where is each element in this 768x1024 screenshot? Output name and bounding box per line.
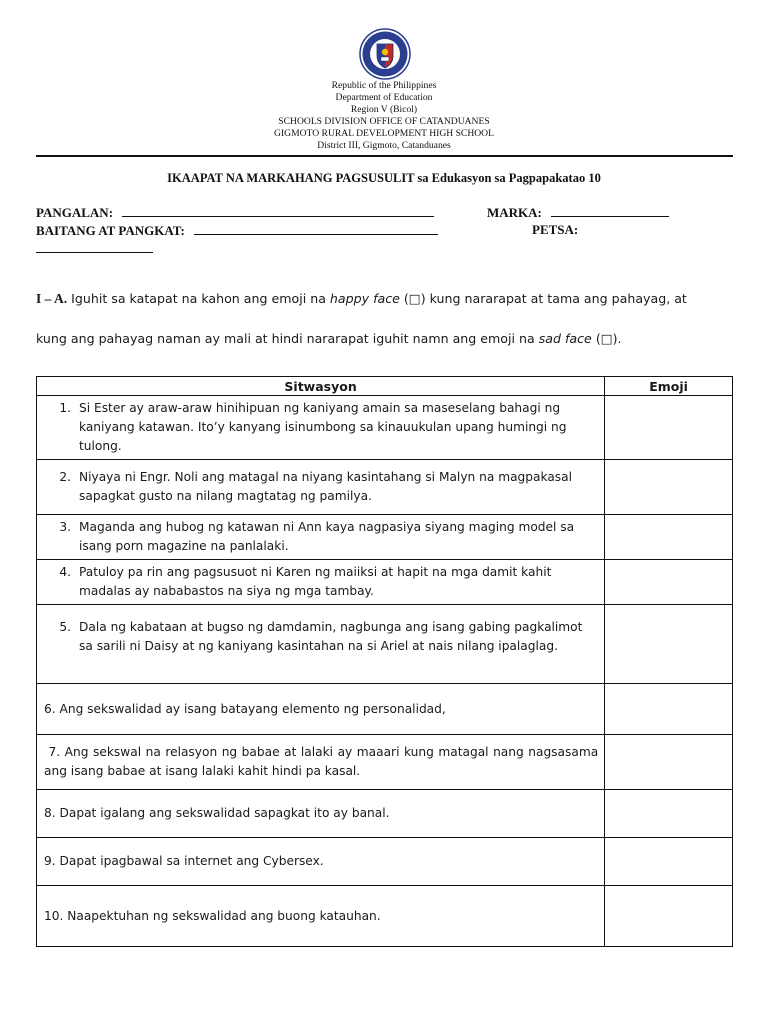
letterhead <box>0 80 768 152</box>
name-field <box>36 204 434 221</box>
letterhead-line: District III, Gigmoto, Catanduanes <box>317 140 451 151</box>
situation-number: 5. <box>59 620 71 634</box>
section-blank[interactable] <box>194 222 438 235</box>
instruction-text: kung ang pahayag naman ay mali at hindi nararapat iguhit namn ang emoji na <box>36 331 539 346</box>
table-row <box>37 838 733 886</box>
date-field-blank <box>36 240 153 257</box>
situation-text: Dala ng kabataan at bugso ng damdamin, nagbunga ang isang gabing pagkalimot sa sarili ni Daisy at ng kaniyang kasintahan na si Ariel at nais nilang ipalaglag. <box>79 620 583 653</box>
situation-cell <box>37 605 605 684</box>
happy-face-term: happy face <box>329 291 400 306</box>
section-field <box>36 222 438 239</box>
emoji-answer-box[interactable] <box>605 886 733 947</box>
situation-cell <box>37 735 605 790</box>
part-label: I – A. <box>36 291 68 306</box>
emoji-answer-box[interactable] <box>605 515 733 560</box>
letterhead-line: GIGMOTO RURAL DEVELOPMENT HIGH SCHOOL <box>274 128 494 139</box>
situation-text: Si Ester ay araw-araw hinihipuan ng kaniyang amain sa maseselang bahagi ng kaniyang katawan. Ito’y kanyang isinumbong sa kinauukulan upang humingi ng tulong. <box>79 401 567 453</box>
emoji-answer-box[interactable] <box>605 396 733 460</box>
table-row <box>37 886 733 947</box>
deped-seal-logo <box>359 28 411 80</box>
situation-cell <box>37 515 605 560</box>
table-row <box>37 684 733 735</box>
table-row <box>37 735 733 790</box>
name-label: PANGALAN: <box>36 205 114 220</box>
grade-blank[interactable] <box>551 204 669 217</box>
situation-cell <box>37 396 605 460</box>
situation-text: 10. Naapektuhan ng sekswalidad ang buong katauhan. <box>44 908 381 923</box>
instructions-line-1 <box>36 291 736 307</box>
header-emoji: Emoji <box>605 377 733 396</box>
situation-text: Patuloy pa rin ang pagsusuot ni Karen ng maiiksi at hapit na mga damit kahit madalas ay nababastos na siya ng mga tambay. <box>79 565 552 598</box>
situation-number: 2. <box>59 470 71 484</box>
instruction-text: (□). <box>591 331 622 346</box>
emoji-answer-box[interactable] <box>605 560 733 605</box>
grade-field <box>487 204 669 221</box>
date-field <box>532 222 578 238</box>
situation-text: Maganda ang hubog ng katawan ni Ann kaya nagpasiya siyang maging model sa isang porn magazine na panlalaki. <box>79 520 575 553</box>
letterhead-line: Department of Education <box>335 92 433 103</box>
situation-text: Niyaya ni Engr. Noli ang matagal na niyang kasintahang si Malyn na magpakasal sapagkat gusto na nilang magtatag ng pamilya. <box>79 470 572 503</box>
situation-number: 1. <box>59 401 71 415</box>
situation-text: 7. Ang sekswal na relasyon ng babae at lalaki ay maaari kung matagal nang nagsasama ang isang babae at isang lalaki kahit hindi pa kasal. <box>44 745 603 778</box>
table-header-row <box>37 377 733 396</box>
date-label: PETSA: <box>532 222 579 237</box>
situation-cell <box>37 684 605 735</box>
situation-number: 3. <box>59 520 71 534</box>
emoji-answer-box[interactable] <box>605 605 733 684</box>
header-divider <box>36 155 733 157</box>
section-label: BAITANG AT PANGKAT: <box>36 223 185 238</box>
emoji-answer-box[interactable] <box>605 790 733 838</box>
situation-text: 8. Dapat igalang ang sekswalidad sapagkat ito ay banal. <box>44 806 390 820</box>
emoji-answer-box[interactable] <box>605 460 733 515</box>
emoji-answer-box[interactable] <box>605 838 733 886</box>
emoji-answer-box[interactable] <box>605 735 733 790</box>
situation-cell <box>37 560 605 605</box>
situations-table <box>36 376 733 947</box>
situation-number: 4. <box>59 565 71 579</box>
situation-text: 6. Ang sekswalidad ay isang batayang elemento ng personalidad, <box>44 701 446 716</box>
table-row <box>37 605 733 684</box>
table-row <box>37 790 733 838</box>
table-row <box>37 515 733 560</box>
letterhead-line: Republic of the Philippines <box>331 80 437 91</box>
table-row <box>37 460 733 515</box>
situation-cell <box>37 790 605 838</box>
instruction-text: Iguhit sa katapat na kahon ang emoji na <box>67 291 330 306</box>
emoji-answer-box[interactable] <box>605 684 733 735</box>
exam-title: IKAAPAT NA MARKAHANG PAGSUSULIT sa Edukasyon sa Pagpapakatao 10 <box>167 171 601 185</box>
situation-text: 9. Dapat ipagbawal sa internet ang Cybersex. <box>44 854 324 868</box>
table-row <box>37 560 733 605</box>
situation-cell <box>37 838 605 886</box>
letterhead-line: Region V (Bicol) <box>350 104 418 115</box>
situation-cell <box>37 460 605 515</box>
name-blank[interactable] <box>122 204 434 217</box>
date-blank[interactable] <box>36 240 153 253</box>
instructions-line-2 <box>36 331 736 346</box>
letterhead-line: SCHOOLS DIVISION OFFICE OF CATANDUANES <box>278 116 490 127</box>
situation-cell <box>37 886 605 947</box>
grade-label: MARKA: <box>487 205 542 220</box>
table-row <box>37 396 733 460</box>
header-sitwasyon: Sitwasyon <box>37 377 605 396</box>
instruction-text: (□) kung nararapat at tama ang pahayag, at <box>399 291 687 306</box>
sad-face-term: sad face <box>538 331 592 346</box>
